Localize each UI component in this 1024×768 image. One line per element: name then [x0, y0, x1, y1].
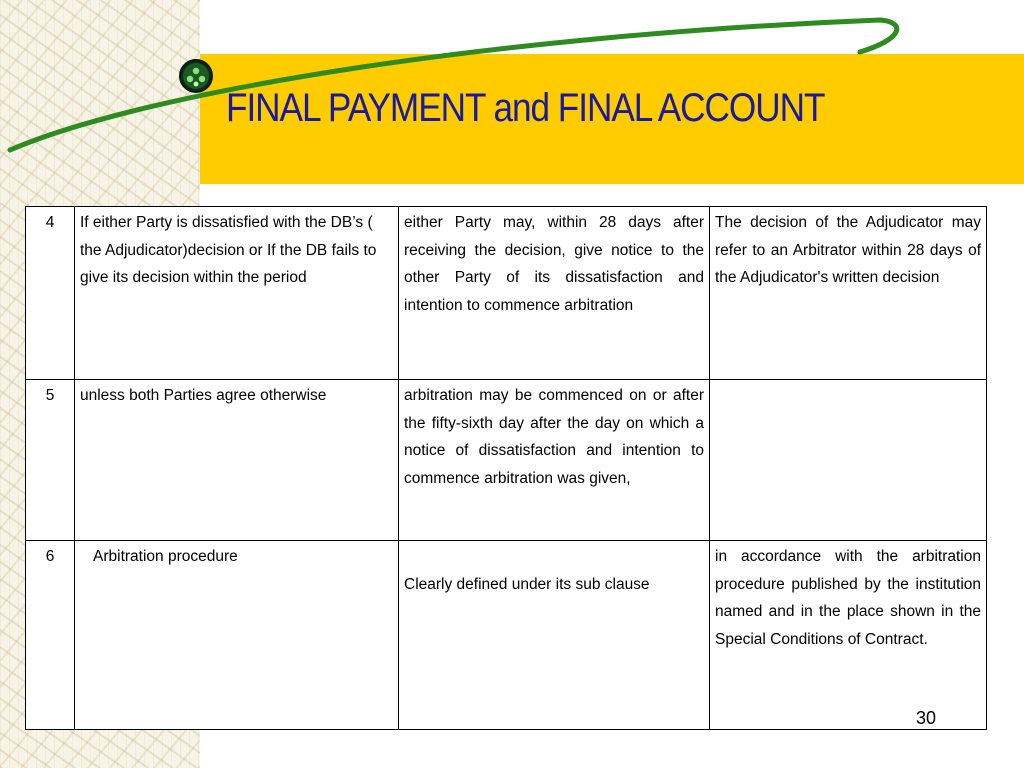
- arbitration-table: [25, 206, 987, 730]
- condition-cell: unless both Parties agree otherwise: [75, 380, 399, 541]
- slide-number: 30: [916, 708, 937, 728]
- note-cell: The decision of the Adjudicator may refer to an Arbitrator within 28 days of the Adjudicator's written decision: [710, 207, 987, 380]
- row-number: 5: [26, 380, 75, 541]
- row-number: 6: [26, 541, 75, 730]
- note-cell: [710, 380, 987, 541]
- note-cell: in accordance with the arbitration procedure published by the institution named and in the place shown in the Special Conditions of Contract.: [710, 541, 987, 730]
- provision-cell: either Party may, within 28 days after receiving the decision, give notice to the other Party of its dissatisfaction and intention to commence arbitration: [399, 207, 710, 380]
- provision-cell: Clearly defined under its sub clause: [399, 541, 710, 730]
- slide-title: FINAL PAYMENT and FINAL ACCOUNT: [226, 86, 825, 130]
- row-number: 4: [26, 207, 75, 380]
- table-row: [26, 207, 987, 380]
- table-row: [26, 541, 987, 730]
- provision-cell: arbitration may be commenced on or after the fifty-sixth day after the day on which a notice of dissatisfaction and intention to commence arbitration was given,: [399, 380, 710, 541]
- table-row: [26, 380, 987, 541]
- condition-cell: Arbitration procedure: [75, 541, 399, 730]
- globe-orb-icon: [180, 60, 212, 92]
- condition-cell: If either Party is dissatisfied with the DB’s ( the Adjudicator)decision or If the DB fails to give its decision within the period: [75, 207, 399, 380]
